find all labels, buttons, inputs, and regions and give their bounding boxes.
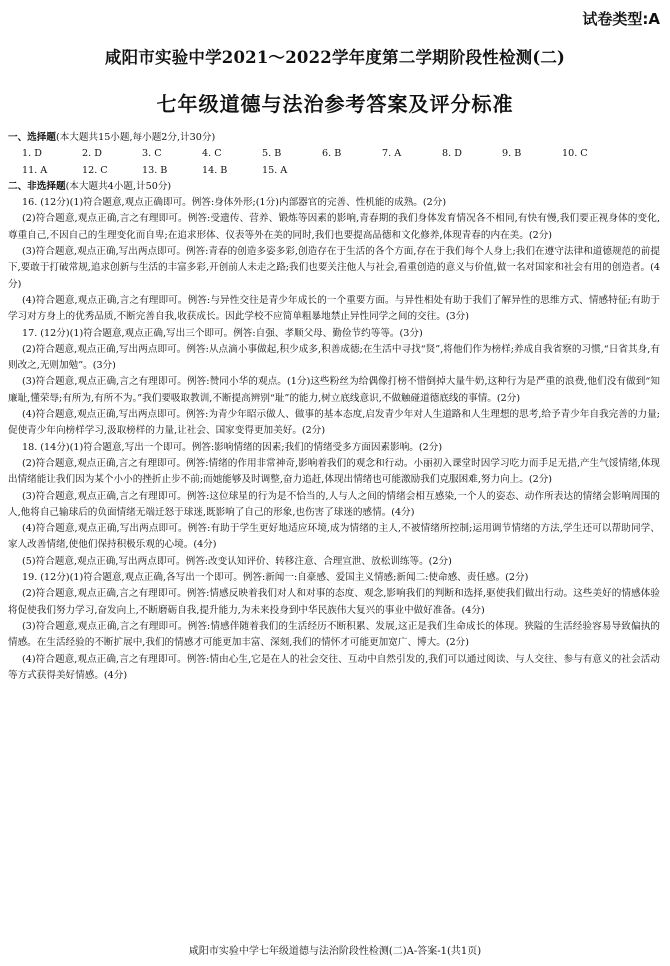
choice-answer-row xyxy=(8,163,660,179)
question-17-part-1: 17. (12分)(1)符合题意,观点正确,写出三个即可。例答:自强、孝顺父母、勤俭节约等等。(3分) xyxy=(22,327,423,339)
section-heading-choice xyxy=(8,130,660,146)
choice-answer: 4. C xyxy=(202,148,222,160)
question-18-part-3: (3)符合题意,观点正确,言之有理即可。例答:这位球星的行为是不恰当的,人与人之间的情绪会相互感染,一个人的姿态、动作所表达的情绪会影响周围的人,他将自己输球后的负面情绪无端迁怒于球迷,既影响了自己的形象,也伤害了球迷的感情。(4分) xyxy=(8,490,660,518)
choice-answer: 13. B xyxy=(142,164,168,176)
question-19-part-4: (4)符合题意,观点正确,言之有理即可。例答:情由心生,它是在人的社会交往、互动中自然引发的,我们可以通过阅读、与人交往、参与有意义的社会活动等方式获得美好情感。(4分) xyxy=(8,653,660,681)
paper-type-label: 试卷类型:A xyxy=(582,10,660,28)
question-16-part-2: (2)符合题意,观点正确,言之有理即可。例答:受遗传、营养、锻炼等因素的影响,青春期的我们身体发育情况各不相同,有快有慢,我们要正视身体的变化,尊重自己,不因自己的生理变化而自卑;在追求形体、仪表等外在美的同时,我们也要提高品德和文化修养,体现青春的内在美。(2分) xyxy=(8,213,660,241)
section-heading-open xyxy=(8,179,660,195)
question-18-part-2: (2)符合题意,观点正确,言之有理即可。例答:情绪的作用非常神奇,影响着我们的观念和行动。小丽初入课堂时因学习吃力而手足无措,产生气馁情绪,体现出情绪能让我们因为某个小小的挫折止步不前;而她能够及时调整,奋力追赶,体现出情绪也可能激励我们克服困难,努力向上。(2分) xyxy=(8,457,660,486)
question-16-part-3: (3)符合题意,观点正确,写出两点即可。例答:青春的创造多姿多彩,创造存在于生活的各个方面,存在于我们每个人身上;我们在遵守法律和道德规范的前提下,要敢于打破常规,追求创新与生活的丰富多彩,开创前人未走之路;我们也要关注他人与社会,看重创造的意义与价值,做一名对国家和社会有用的创造者。(4分) xyxy=(8,246,660,290)
question-17-part-3: (3)符合题意,观点正确,言之有理即可。例答:赞同小华的观点。(1分)这些粉丝为给偶像打榜不惜倒掉大量牛奶,这种行为是严重的浪费,他们没有做到“知廉耻,懂荣辱;有所为,有所不为。”我们要吸取教训,不断提高辨别“耻”的能力,树立底线意识,不做触碰道德底线的事情。(2分) xyxy=(8,376,660,404)
choice-answer: 3. C xyxy=(142,148,162,160)
question-17-part-2: (2)符合题意,观点正确,写出两点即可。例答:从点滴小事做起,积少成多,积善成德;在生活中寻找“贤”,将他们作为榜样;养成自我省察的习惯,“日省其身,有则改之,无则加勉”。(3分) xyxy=(8,343,660,372)
choice-answer: 7. A xyxy=(382,148,402,160)
question-18-part-4: (4)符合题意,观点正确,写出两点即可。例答:有助于学生更好地适应环境,成为情绪的主人,不被情绪所控制;运用调节情绪的方法,学生还可以帮助同学、家人改善情绪,使他们保持积极乐观的心境。(4分) xyxy=(8,523,660,551)
choice-answer: 5. B xyxy=(262,148,282,160)
section-title: 一、选择题 xyxy=(8,132,56,143)
choice-answer: 8. D xyxy=(442,148,462,160)
question-19-part-2: (2)符合题意,观点正确,言之有理即可。例答:情感反映着我们对人和对事的态度、观念,影响我们的判断和选择,驱使我们做出行动。这些美好的情感体验将促使我们努力学习,奋发向上,不断磨砺自我,提升能力,为未来投身到中华民族伟大复兴的事业中做好准备。(4分) xyxy=(8,588,660,616)
question-18-part-5: (5)符合题意,观点正确,写出两点即可。例答:改变认知评价、转移注意、合理宣泄、放松训练等。(2分) xyxy=(22,555,452,567)
answer-key-title: 七年级道德与法治参考答案及评分标准 xyxy=(156,92,514,116)
question-19-part-3: (3)符合题意,观点正确,言之有理即可。例答:情感伴随着我们的生活经历不断积累、发展,这正是我们生命成长的体现。狭隘的生活经验容易导致偏执的情感。在生活经验的不断扩展中,我们的情感才可能更加丰富、深刻,我们的情怀才可能更加宽广、博大。(2分) xyxy=(8,620,660,649)
choice-answer: 1. D xyxy=(22,148,42,160)
section-title: 二、非选择题 xyxy=(8,180,66,192)
choice-answer: 14. B xyxy=(202,164,228,176)
choice-answer: 11. A xyxy=(22,164,48,176)
choice-answer: 10. C xyxy=(562,148,588,160)
choice-answer: 6. B xyxy=(322,148,342,160)
question-18-part-1: 18. (14分)(1)符合题意,写出一个即可。例答:影响情绪的因素;我们的情绪受多方面因素影响。(2分) xyxy=(22,441,443,453)
exam-title: 咸阳市实验中学2021～2022学年度第二学期阶段性检测(二) xyxy=(104,48,566,67)
section-note: (本大题共15小题,每小题2分,计30分) xyxy=(55,132,216,143)
choice-answer: 2. D xyxy=(82,148,102,160)
page-footer: 咸阳市实验中学七年级道德与法治阶段性检测(二)A-答案-1(共1页) xyxy=(188,946,482,957)
choice-answer: 9. B xyxy=(502,148,522,160)
question-16-part-1: 16. (12分)(1)符合题意,观点正确即可。例答:身体外形;(1分)内部器官的完善、性机能的成熟。(2分) xyxy=(22,197,447,209)
choice-answer-row xyxy=(8,146,660,162)
choice-answer: 12. C xyxy=(82,164,108,176)
question-19-part-1: 19. (12分)(1)符合题意,观点正确,各写出一个即可。例答:新闻一:自豪感、爱国主义情感;新闻二:使命感、责任感。(2分) xyxy=(22,572,529,584)
question-17-part-4: (4)符合题意,观点正确,写出两点即可。例答:为青少年昭示做人、做事的基本态度,启发青少年对人生道路和人生理想的思考,给予青少年自我完善的力量;促使青少年向榜样学习,汲取榜样的力量,让社会、国家变得更加美好。(2分) xyxy=(8,409,660,437)
choice-answer: 15. A xyxy=(262,164,288,176)
question-16-part-4: (4)符合题意,观点正确,言之有理即可。例答:与异性交往是青少年成长的一个重要方面。与异性相处有助于我们了解异性的思维方式、情感特征;有助于学习对方身上的优秀品质,不断完善自我,收获成长。因此学校不应简单粗暴地禁止异性同学之间的交往。(3分) xyxy=(8,294,660,323)
section-note: (本大题共4小题,计50分) xyxy=(65,180,172,192)
answer-content xyxy=(8,130,660,684)
